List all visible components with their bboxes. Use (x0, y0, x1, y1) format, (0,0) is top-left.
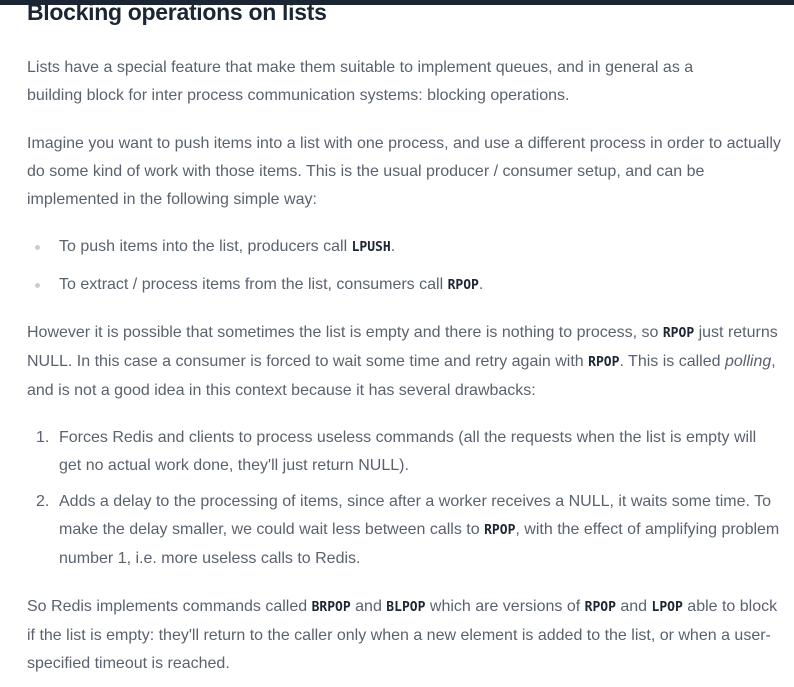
emphasis: polling (724, 353, 772, 370)
list-number: 2. (36, 493, 50, 510)
blocking-commands-paragraph: So Redis implements commands called BRPOP and BLPOP which are versions of RPOP and LPOP able to block if the list is empty: they'll return to the caller only when a new element is added to the list, or when a user-specified timeout is reached. (27, 598, 778, 672)
inline-code: LPUSH (351, 240, 391, 255)
inline-code: BLPOP (386, 600, 426, 615)
list-number: 1. (36, 429, 50, 446)
inline-code: BRPOP (311, 600, 351, 615)
list-item: 2. Adds a delay to the processing of items, since after a worker receives a NULL, it waits some time. To make the delay smaller, we could wait less between calls to RPOP, with the effect of amplifying problem number 1, i.e. more useless calls to Redis. (27, 488, 782, 573)
inline-code: RPOP (584, 600, 616, 615)
inline-code: RPOP (447, 278, 479, 293)
inline-code: RPOP (662, 326, 695, 341)
bullet-icon (35, 245, 40, 250)
bullet-icon (35, 283, 40, 288)
section-heading: Blocking operations on lists (27, 0, 327, 25)
inline-code: RPOP (484, 523, 516, 538)
list-item: To extract / process items from the list, consumers call RPOP. (27, 271, 782, 300)
inline-code: LPOP (651, 600, 683, 615)
intro-paragraph: Lists have a special feature that make them suitable to implement queues, and in general as a building block for inter process communication systems: blocking operations. (27, 59, 694, 104)
list-item: To push items into the list, producers call LPUSH. (27, 233, 782, 262)
inline-code: RPOP (588, 355, 620, 370)
producer-consumer-paragraph: Imagine you want to push items into a list with one process, and use a different process in order to actually do some kind of work with those items. This is the usual producer / consumer setup, and can be implemented in the following simple way: (27, 135, 781, 208)
polling-paragraph: However it is possible that sometimes the list is empty and there is nothing to process, so RPOP just returns NULL. In this case a consumer is forced to wait some time and retry again with RPOP. This is called polling, and is not a good idea in this context because it has several drawbacks: (27, 324, 778, 399)
numbered-list (27, 424, 782, 581)
bullet-list (27, 233, 782, 309)
list-item: 1. Forces Redis and clients to process useless commands (all the requests when the list is empty will get no actual work done, they'll just return NULL). (27, 424, 782, 480)
